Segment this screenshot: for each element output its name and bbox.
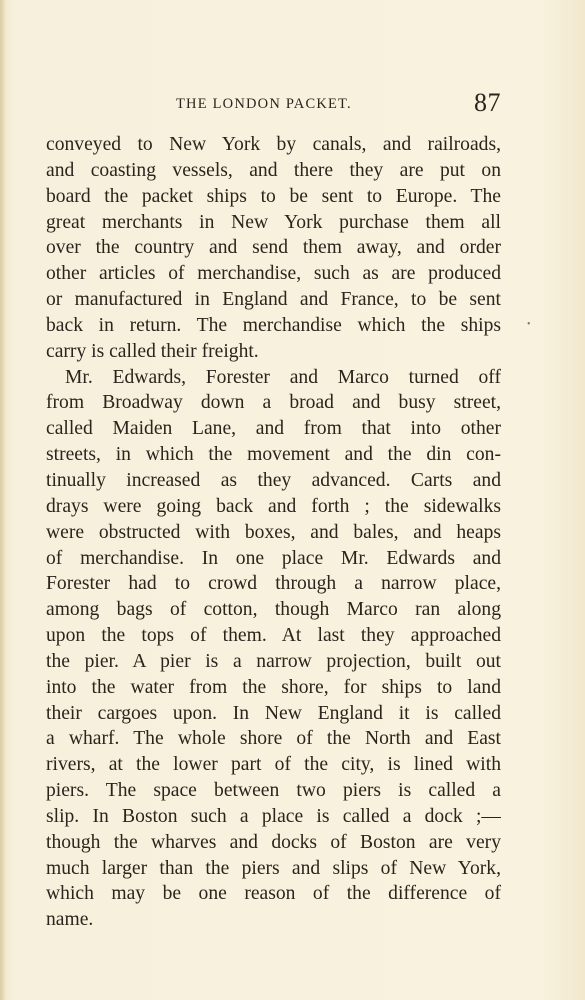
text-line: Mr. Edwards, Forester and Marco turned off: [65, 366, 501, 388]
page-binding-edge: [0, 0, 6, 1000]
text-line: of merchandise. In one place Mr. Edwards and: [46, 547, 501, 569]
running-title: THE LONDON PACKET.: [176, 96, 352, 112]
text-line: carry is called their freight.: [46, 340, 259, 362]
body-text: [46, 132, 501, 933]
text-line: tinually increased as they advanced. Carts and: [46, 469, 501, 491]
text-line: upon the tops of them. At last they approached: [46, 625, 501, 647]
text-line: back in return. The merchandise which the ships: [46, 314, 501, 336]
text-line: from Broadway down a broad and busy street,: [46, 392, 501, 414]
text-line: into the water from the shore, for ships to land: [46, 676, 501, 698]
text-line: Forester had to crowd through a narrow place,: [46, 573, 501, 595]
text-line: rivers, at the lower part of the city, is lined with: [46, 754, 501, 776]
text-line: slip. In Boston such a place is called a dock ;—: [46, 805, 501, 827]
text-line: conveyed to New York by canals, and railroads,: [46, 134, 501, 155]
text-line: among bags of cotton, though Marco ran along: [46, 599, 501, 621]
paper-speck-mark: •: [527, 319, 531, 330]
text-line: great merchants in New York purchase them all: [46, 211, 501, 233]
text-line: or manufactured in England and France, to be sent: [46, 289, 501, 311]
text-line: and coasting vessels, and there they are put on: [46, 159, 501, 181]
text-line: name.: [46, 909, 94, 931]
page-number: 87: [474, 88, 501, 117]
text-line: though the wharves and docks of Boston are very: [46, 831, 501, 853]
text-line: a wharf. The whole shore of the North and East: [46, 728, 501, 750]
running-head: [46, 88, 501, 122]
text-line: their cargoes upon. In New England it is called: [46, 702, 501, 724]
text-line: streets, in which the movement and the din con-: [46, 444, 501, 466]
text-line: the pier. A pier is a narrow projection, built out: [46, 650, 501, 672]
text-line: other articles of merchandise, such as are produced: [46, 263, 501, 285]
text-line: board the packet ships to be sent to Europe. The: [46, 185, 501, 207]
text-line: which may be one reason of the difference of: [46, 883, 501, 905]
text-line: piers. The space between two piers is called a: [46, 780, 501, 802]
text-line: called Maiden Lane, and from that into other: [46, 418, 501, 440]
text-line: much larger than the piers and slips of New York,: [46, 857, 501, 879]
text-line: drays were going back and forth ; the sidewalks: [46, 495, 501, 517]
text-line: were obstructed with boxes, and bales, and heaps: [46, 521, 501, 543]
text-line: over the country and send them away, and order: [46, 237, 501, 259]
